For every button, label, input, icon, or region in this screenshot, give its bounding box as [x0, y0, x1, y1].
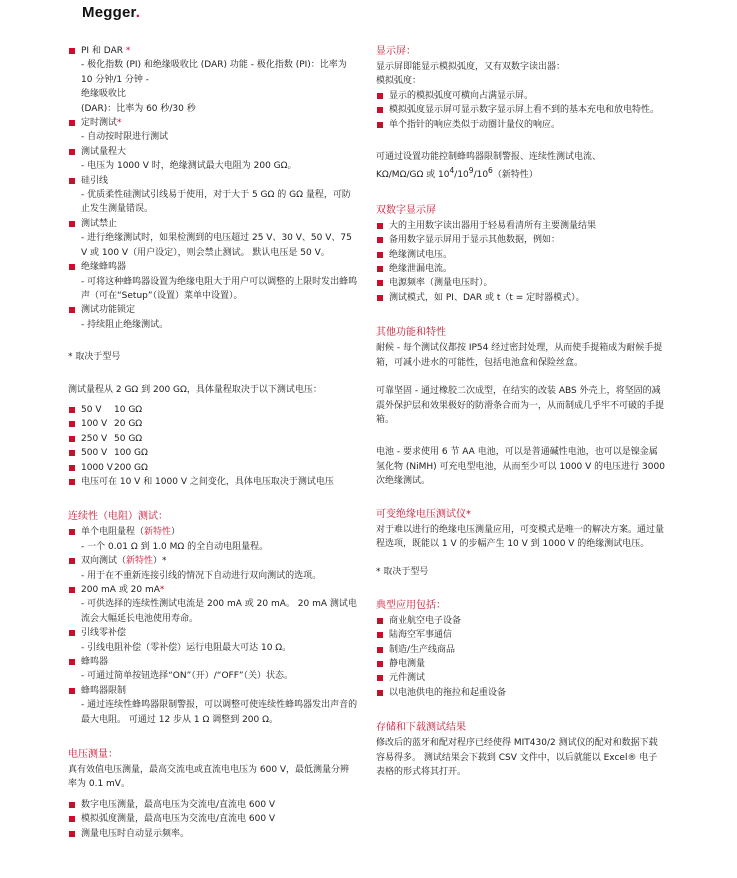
list-item: 测试禁止: [68, 217, 358, 231]
list-item: 静电测量: [376, 657, 666, 671]
megger-logo: Megger.: [82, 4, 141, 21]
list-item: 测试功能锁定: [68, 303, 358, 317]
list-item: 测试量程大: [68, 145, 358, 159]
list-item: 引线零补偿: [68, 626, 358, 640]
list-item: 商业航空电子设备: [376, 614, 666, 628]
list-item-desc: - 优质柔性硅测试引线易于使用，对于大于 5 GΩ 的 GΩ 量程，可防止发生测量错误。: [81, 190, 351, 215]
range-list: [68, 403, 358, 489]
footnote: * 取决于型号: [376, 567, 429, 578]
list-item-desc: - 可通过简单按钮选择“ON”（开）/“OFF”（关）状态。: [81, 671, 294, 682]
list-item: 显示的模拟弧度可横向占满显示屏。: [376, 89, 666, 103]
list-item: 500 V 100 GΩ: [68, 446, 358, 460]
dual-display-heading: 双数字显示屏: [376, 204, 436, 216]
list-item: 备用数字显示屏用于显示其他数据，例如：: [376, 233, 666, 247]
battery-text: 电池 - 要求使用 6 节 AA 电池，可以是普通碱性电池，也可以是镍金属氢化物 (NiMH) 可充电型电池，从而至少可以 1000 V 的电压进行 3000 次绝缘测试。: [376, 447, 665, 487]
variable-text: 对于难以进行的绝缘电压测量应用，可变模式是唯一的解决方案。通过量程选项，既能以 1 V 的步幅产生 10 V 到 1000 V 的绝缘测试电压。: [376, 524, 665, 549]
applications-heading: 典型应用包括：: [376, 599, 446, 611]
list-item: 元件测试: [376, 671, 666, 685]
list-item-desc: - 自动按时限进行测试: [81, 132, 169, 143]
list-item: 电源频率（测量电压时）。: [376, 276, 666, 290]
list-item-desc: - 极化指数 (PI) 和绝缘吸收比 (DAR) 功能 - 极化指数 (PI)：比率为 10 分钟/1 分钟 - 绝缘吸收比 (DAR)：比率为 60 秒/30 秒: [81, 60, 347, 114]
list-item-desc: - 持续阻止绝缘测试。: [81, 319, 169, 330]
durability-text: 耐候 - 每个测试仪都按 IP54 经过密封处理，从而使手提箱成为耐候手提箱，可减小进水的可能性，包括电池盒和保险丝盒。: [376, 343, 663, 368]
list-item-desc: - 用于在不重新连接引线的情况下自动进行双向测试的选项。: [81, 570, 322, 581]
other-features-heading: 其他功能和特性: [376, 327, 446, 339]
storage-heading: 存储和下载测试结果: [376, 722, 466, 734]
list-item: 数字电压测量，最高电压为交流电/直流电 600 V: [68, 798, 358, 812]
display-intro: 显示屏即能显示模拟弧度，又有双数字读出器：: [376, 62, 566, 72]
right-column: [376, 44, 666, 779]
variable-heading: 可变绝缘电压测试仪*: [376, 508, 471, 520]
list-item: 定时测试*: [68, 116, 358, 130]
buzzer-note: 可通过设置功能控制蜂鸣器限制警报、连续性测试电流、 KΩ/MΩ/GΩ 或 $10^4/10^9/10^6$（新特性）: [376, 152, 602, 181]
voltage-intro: 真有效值电压测量，最高交流电或直流电电压为 600 V，最低测量分辨率为 0.1 mV。: [68, 765, 350, 790]
rugged-text: 可靠坚固 - 通过橡胶二次成型，在结实的改装 ABS 外壳上，将坚固的减震外保护层和效果极好的防滑条合而为一，从而制成几乎牢不可破的手提箱。: [376, 386, 665, 425]
list-item: 单个电阻量程（新特性）: [68, 525, 358, 539]
list-item: 制造/生产线商品: [376, 643, 666, 657]
list-item-desc: - 电压为 1000 V 时，绝缘测试最大电阻为 200 GΩ。: [81, 161, 297, 172]
left-column: [68, 44, 358, 841]
list-item: 测量电压时自动显示频率。: [68, 827, 358, 841]
list-item: 绝缘蜂鸣器: [68, 260, 358, 274]
list-item-desc: - 进行绝缘测试时，如果检测到的电压超过 25 V、30 V、50 V、75 V 或 100 V（用户设定），则会禁止测试。 默认电压是 50 V。: [81, 233, 352, 258]
list-item: PI 和 DAR *: [68, 44, 358, 58]
list-item: 绝缘泄漏电流。: [376, 262, 666, 276]
list-item: 50 V 10 GΩ: [68, 403, 358, 417]
list-item-desc: - 可将这种蜂鸣器设置为绝缘电阻大于用户可以调整的上限时发出蜂鸣声（可在“Setup”（设置）菜单中设置）。: [81, 276, 358, 301]
analog-label: 模拟弧度：: [376, 76, 422, 87]
list-item: 蜂鸣器: [68, 655, 358, 669]
continuity-list: [68, 525, 358, 727]
list-item-desc: - 通过连续性蜂鸣器限制警报，可以调整可使连续性蜂鸣器发出声音的最大电阻。 可通过 12 步从 1 Ω 调整到 200 Ω。: [81, 700, 358, 725]
list-item: 测试模式，如 PI、DAR 或 t（t = 定时器模式）。: [376, 291, 666, 305]
list-item: 蜂鸣器限制: [68, 684, 358, 698]
continuity-heading: 连续性（电阻）测试：: [68, 511, 168, 523]
list-item-desc: - 一个 0.01 Ω 到 1.0 MΩ 的全自动电阻量程。: [81, 541, 269, 552]
list-item: 陆海空军事通信: [376, 628, 666, 642]
list-item-desc: - 可供选择的连续性测试电流是 200 mA 或 20 mA。 20 mA 测试电流会大幅延长电池使用寿命。: [81, 599, 357, 624]
list-item: 单个指针的响应类似于动圈计量仪的响应。: [376, 118, 666, 132]
list-item: 硅引线: [68, 174, 358, 188]
voltage-heading: 电压测量：: [68, 749, 118, 761]
footnote: * 取决于型号: [68, 352, 121, 363]
list-item-desc: - 引线电阻补偿（零补偿）运行电阻最大可达 10 Ω。: [81, 642, 292, 653]
list-item: 100 V 20 GΩ: [68, 417, 358, 431]
list-item: 绝缘测试电压。: [376, 248, 666, 262]
display-heading: 显示屏：: [376, 46, 416, 57]
list-item: 电压可在 10 V 和 1000 V 之间变化，具体电压取决于测试电压: [68, 475, 358, 489]
storage-text: 修改后的蓝牙和配对程序已经使得 MIT430/2 测试仪的配对和数据下载容易得多。 测试结果会下载到 CSV 文件中，以后就能以 Excel® 电子表格的形式将其打开。: [376, 738, 658, 777]
range-intro: 测试量程从 2 GΩ 到 200 GΩ，具体量程取决于以下测试电压：: [68, 384, 322, 395]
list-item: 1000 V200 GΩ: [68, 461, 358, 475]
list-item: 大的主用数字读出器用于轻易看清所有主要测量结果: [376, 219, 666, 233]
list-item: 模拟弧度显示屏可显示数字显示屏上看不到的基本充电和放电特性。: [376, 103, 666, 117]
list-item: 250 V 50 GΩ: [68, 432, 358, 446]
list-item: 以电池供电的拖拉和起重设备: [376, 686, 666, 700]
ir-feature-list: [68, 44, 358, 332]
list-item: 双向测试（新特性）*: [68, 554, 358, 568]
list-item: 模拟弧度测量，最高电压为交流电/直流电 600 V: [68, 812, 358, 826]
list-item: 200 mA 或 20 mA*: [68, 583, 358, 597]
